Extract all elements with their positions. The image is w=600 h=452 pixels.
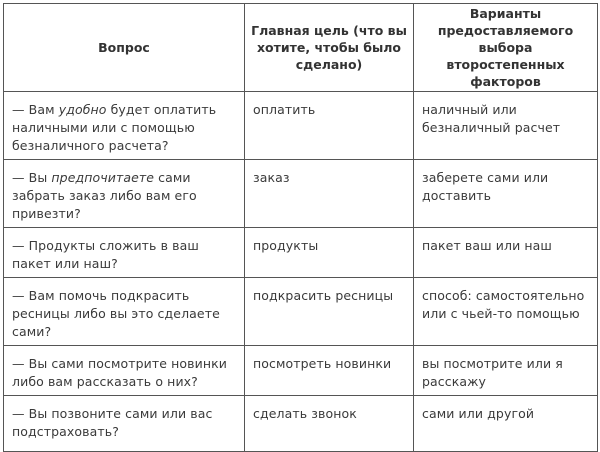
options-cell [414, 278, 598, 346]
goal-text: продукты [253, 238, 319, 253]
goal-text: заказ [253, 170, 290, 185]
question-text: — Продукты сложить в ваш пакет или наш? [12, 238, 199, 271]
options-cell [414, 92, 598, 160]
goal-cell [245, 346, 414, 396]
options-text: сами или другой [422, 406, 535, 421]
goal-cell [245, 92, 414, 160]
goal-cell [245, 228, 414, 278]
goal-cell [245, 396, 414, 452]
table-row [4, 160, 598, 228]
options-cell [414, 160, 598, 228]
table-row [4, 92, 598, 160]
options-text: вы посмотрите или я расскажу [422, 356, 563, 389]
question-text: — Вам [12, 102, 59, 117]
goal-text: подкрасить ресницы [253, 288, 394, 303]
question-emphasis: предпочитаете [51, 170, 155, 185]
options-cell [414, 396, 598, 452]
options-text: способ: самостоятельно или с чьей-то помощью [422, 288, 585, 321]
question-cell [4, 396, 245, 452]
options-text: заберете сами или доставить [422, 170, 549, 203]
question-cell [4, 346, 245, 396]
question-text: — Вы позвоните сами или вас подстраховать? [12, 406, 213, 439]
header-label: Главная цель (что вы хотите, чтобы было сделано) [251, 23, 407, 72]
column-header-question [4, 4, 245, 92]
question-text: — Вы сами посмотрите новинки либо вам рассказать о них? [12, 356, 227, 389]
options-cell [414, 228, 598, 278]
question-cell [4, 278, 245, 346]
question-text: — Вам помочь подкрасить ресницы либо вы это сделаете сами? [12, 288, 220, 339]
question-text: будет оплатить наличными или с помощью безналичного расчета? [12, 102, 217, 153]
column-header-goal [245, 4, 414, 92]
question-cell [4, 228, 245, 278]
table-row [4, 278, 598, 346]
table-row [4, 396, 598, 452]
question-text: — Вы [12, 170, 52, 185]
table-header-row [4, 4, 598, 92]
goal-cell [245, 278, 414, 346]
question-cell [4, 92, 245, 160]
options-text: пакет ваш или наш [422, 238, 552, 253]
question-text: сами забрать заказ либо вам его привезти? [12, 170, 197, 221]
column-header-options [414, 4, 598, 92]
goal-text: сделать звонок [253, 406, 357, 421]
question-emphasis: удобно [58, 102, 107, 117]
goal-text: оплатить [253, 102, 316, 117]
header-label: Вопрос [98, 40, 150, 55]
question-cell [4, 160, 245, 228]
table-row [4, 346, 598, 396]
table-row [4, 228, 598, 278]
options-text: наличный или безналичный расчет [422, 102, 561, 135]
header-label: Варианты предоставляемого выбора второстепенных факторов [437, 6, 574, 89]
options-cell [414, 346, 598, 396]
question-table [3, 3, 598, 452]
goal-text: посмотреть новинки [253, 356, 392, 371]
goal-cell [245, 160, 414, 228]
